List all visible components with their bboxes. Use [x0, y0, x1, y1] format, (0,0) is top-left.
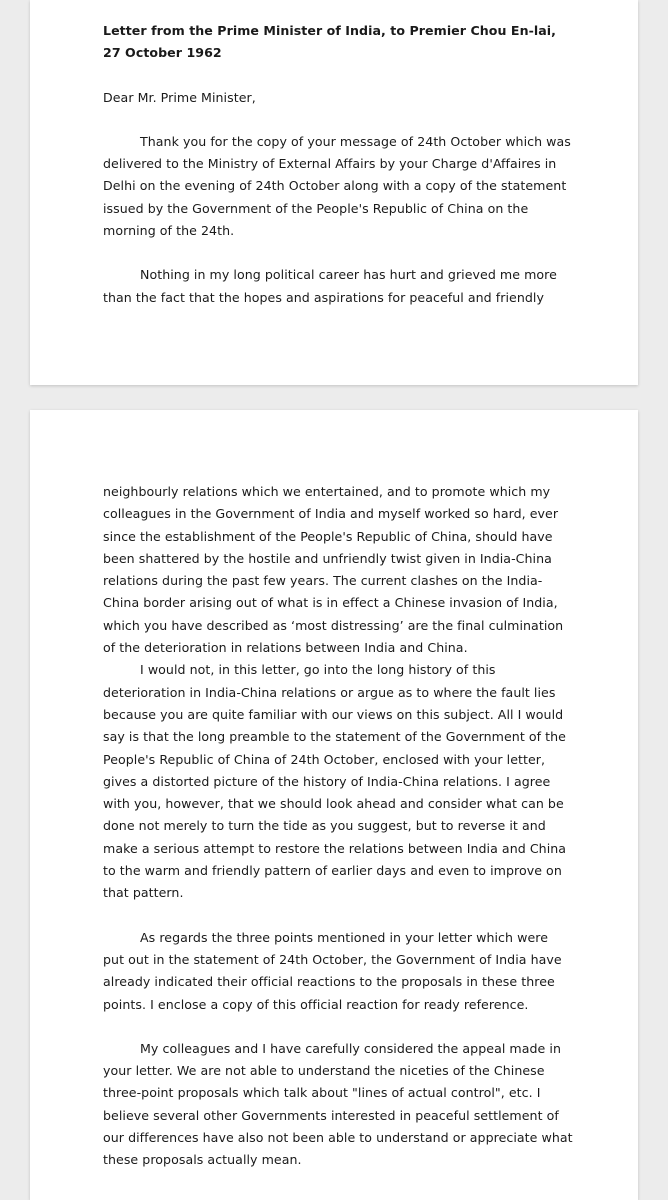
document-page-2 [30, 410, 638, 1200]
paragraph-1: Thank you for the copy of your message of 24th October which was delivered to the Ministry of External Affairs by your Charge d'Affaires in Delhi on the evening of 24th October along with a copy of the statement issued by the Government of the People's Republic of China on the morning of the 24th. [103, 133, 571, 239]
paragraph-2-continued: neighbourly relations which we entertained, and to promote which my colleagues in the Government of India and myself worked so hard, ever since the establishment of the People's Republic of China, should have been shattered by the hostile and unfriendly twist given in India-China relations during the past few years. The current clashes on the India-China border arising out of what is in effect a Chinese invasion of India, which you have described as ‘most distressing’ are the final culmination of the deterioration in relations between India and China. [103, 484, 564, 656]
document-page-1 [30, 0, 638, 385]
letter-salutation: Dear Mr. Prime Minister, [103, 89, 256, 105]
paragraph-2-start: Nothing in my long political career has hurt and grieved me more than the fact that the hopes and aspirations for peaceful and friendly [103, 267, 557, 305]
paragraph-4: As regards the three points mentioned in your letter which were put out in the statement of 24th October, the Government of India have already indicated their official reactions to the proposals in these three points. I enclose a copy of this official reaction for ready reference. [103, 929, 562, 1012]
paragraph-3: I would not, in this letter, go into the long history of this deterioration in India-China relations or argue as to where the fault lies because you are quite familiar with our views on this subject. All I would say is that the long preamble to the statement of the Government of the People's Republic of China of 24th October, enclosed with your letter, gives a distorted picture of the history of India-China relations. I agree with you, however, that we should look ahead and consider what can be done not merely to turn the tide as you suggest, but to reverse it and make a serious attempt to restore the relations between India and China to the warm and friendly pattern of earlier days and even to improve on that pattern. [103, 662, 567, 901]
page-1-content [103, 20, 573, 309]
paragraph-5: My colleagues and I have carefully considered the appeal made in your letter. We are not able to understand the niceties of the Chinese three-point proposals which talk about "lines of actual control", etc. I believe several other Governments interested in peaceful settlement of our differences have also not been able to understand or appreciate what these proposals actually mean. [103, 1040, 573, 1168]
letter-title: Letter from the Prime Minister of India, to Premier Chou En-lai, 27 October 1962 [103, 23, 556, 61]
page-2-content [103, 481, 573, 1172]
